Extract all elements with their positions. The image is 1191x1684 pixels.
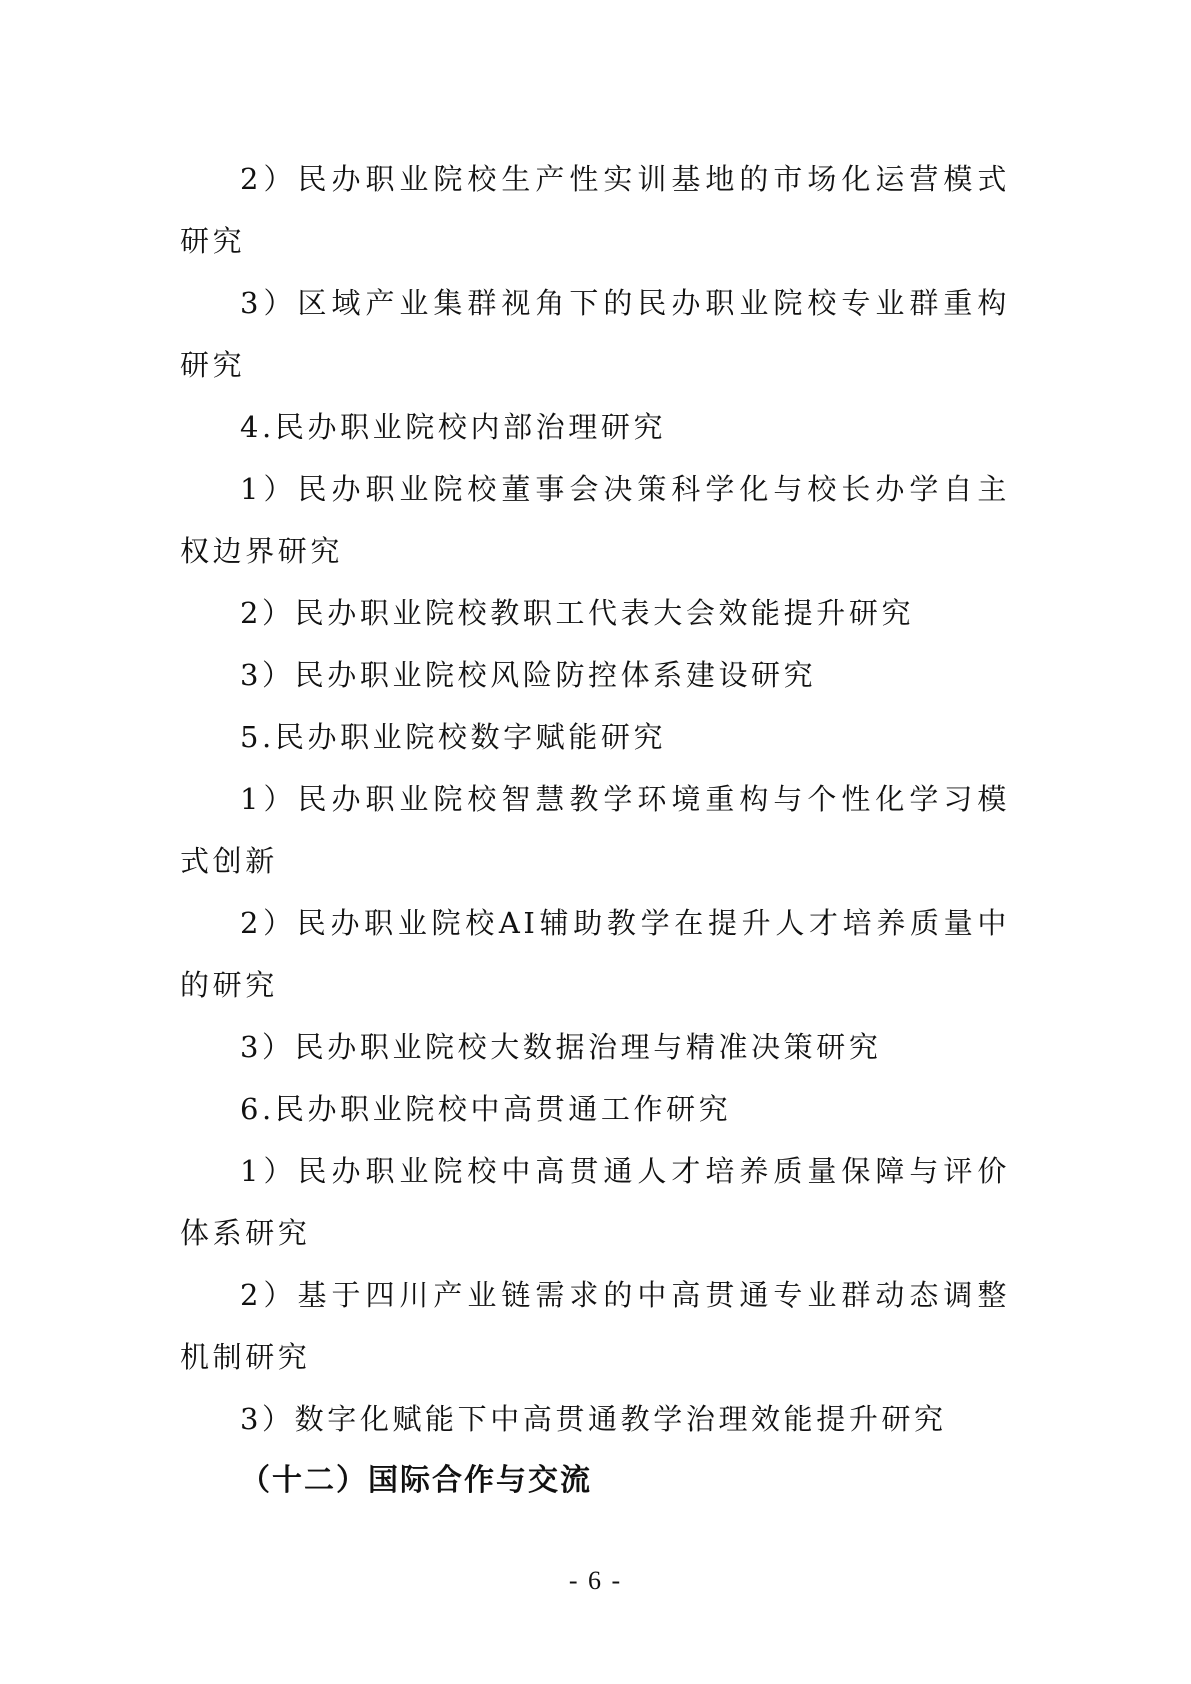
- item-1-board-decision-making: 1）民办职业院校董事会决策科学化与校长办学自主权边界研究: [180, 472, 1010, 568]
- item-2-ai-assisted-teaching: 2）民办职业院校AI辅助教学在提升人才培养质量中的研究: [180, 906, 1010, 1002]
- section-heading: （十二）国际合作与交流: [240, 1463, 592, 1498]
- item-3-teaching-governance-efficiency: 3）数字化赋能下中高贯通教学治理效能提升研究: [240, 1402, 947, 1436]
- item-2-staff-congress-efficiency: 2）民办职业院校教职工代表大会效能提升研究: [240, 596, 915, 630]
- item-3-big-data-governance: 3）民办职业院校大数据治理与精准决策研究: [240, 1030, 882, 1064]
- item-2-dynamic-adjustment-mechanism: 2）基于四川产业链需求的中高贯通专业群动态调整机制研究: [180, 1278, 1010, 1374]
- item-1-quality-assurance-evaluation: 1）民办职业院校中高贯通人才培养质量保障与评价体系研究: [180, 1154, 1010, 1250]
- topic-6-secondary-higher-integration: 6.民办职业院校中高贯通工作研究: [240, 1092, 732, 1126]
- item-2-production-training-base: 2）民办职业院校生产性实训基地的市场化运营模式研究: [180, 162, 1010, 258]
- topic-4-internal-governance: 4.民办职业院校内部治理研究: [240, 410, 667, 444]
- item-3-professional-group-restructuring: 3）区域产业集群视角下的民办职业院校专业群重构研究: [180, 286, 1010, 382]
- item-1-smart-teaching-environment: 1）民办职业院校智慧教学环境重构与个性化学习模式创新: [180, 782, 1010, 878]
- item-3-risk-control-system: 3）民办职业院校风险防控体系建设研究: [240, 658, 817, 692]
- topic-5-digital-empowerment: 5.民办职业院校数字赋能研究: [240, 720, 667, 754]
- document-body: [180, 148, 1010, 1512]
- page-number: - 6 -: [568, 1566, 623, 1595]
